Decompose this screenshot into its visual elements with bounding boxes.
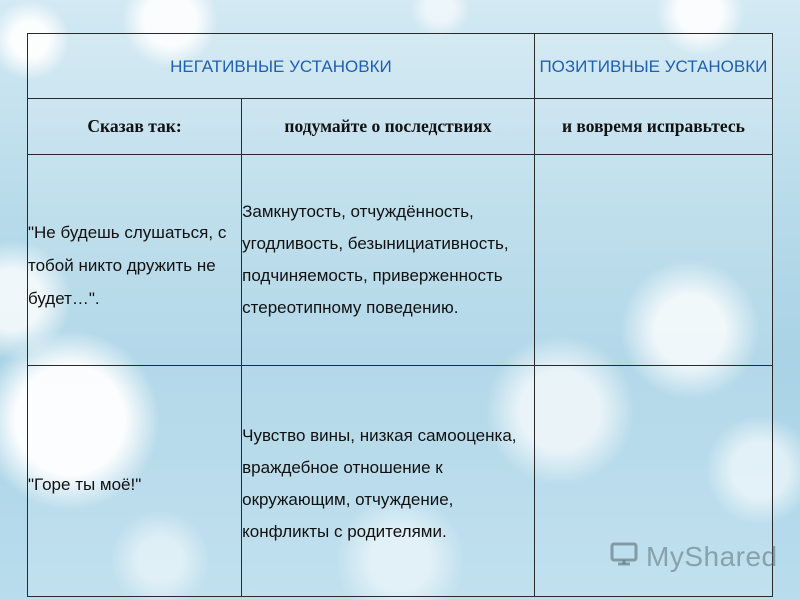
header-correction: и вовремя исправьтесь [534,99,772,155]
correction-cell [534,155,772,366]
myshared-logo-icon [608,538,640,577]
myshared-watermark [608,537,778,577]
said-phrase: "Не будешь слушаться, с тобой никто дружить не будет…". [28,155,242,366]
negative-attitudes-title: НЕГАТИВНЫЕ УСТАНОВКИ [28,34,535,99]
table-header-row [28,99,773,155]
table-title-row [28,34,773,99]
positive-attitudes-title: ПОЗИТИВНЫЕ УСТАНОВКИ [534,34,772,99]
attitudes-table [27,33,773,597]
watermark-text: MyShared [646,541,778,572]
header-consequences: подумайте о последствиях [242,99,535,155]
consequences-text: Замкнутость, отчуждённость, угодливость, безынициативность, подчиняемость, приверженность стереотипному поведению. [242,155,535,366]
table-row [28,155,773,366]
consequences-text: Чувство вины, низкая самооценка, враждебное отношение к окружающим, отчуждение, конфликты с родителями. [242,366,535,597]
said-phrase: "Горе ты моё!" [28,366,242,597]
header-said: Сказав так: [28,99,242,155]
